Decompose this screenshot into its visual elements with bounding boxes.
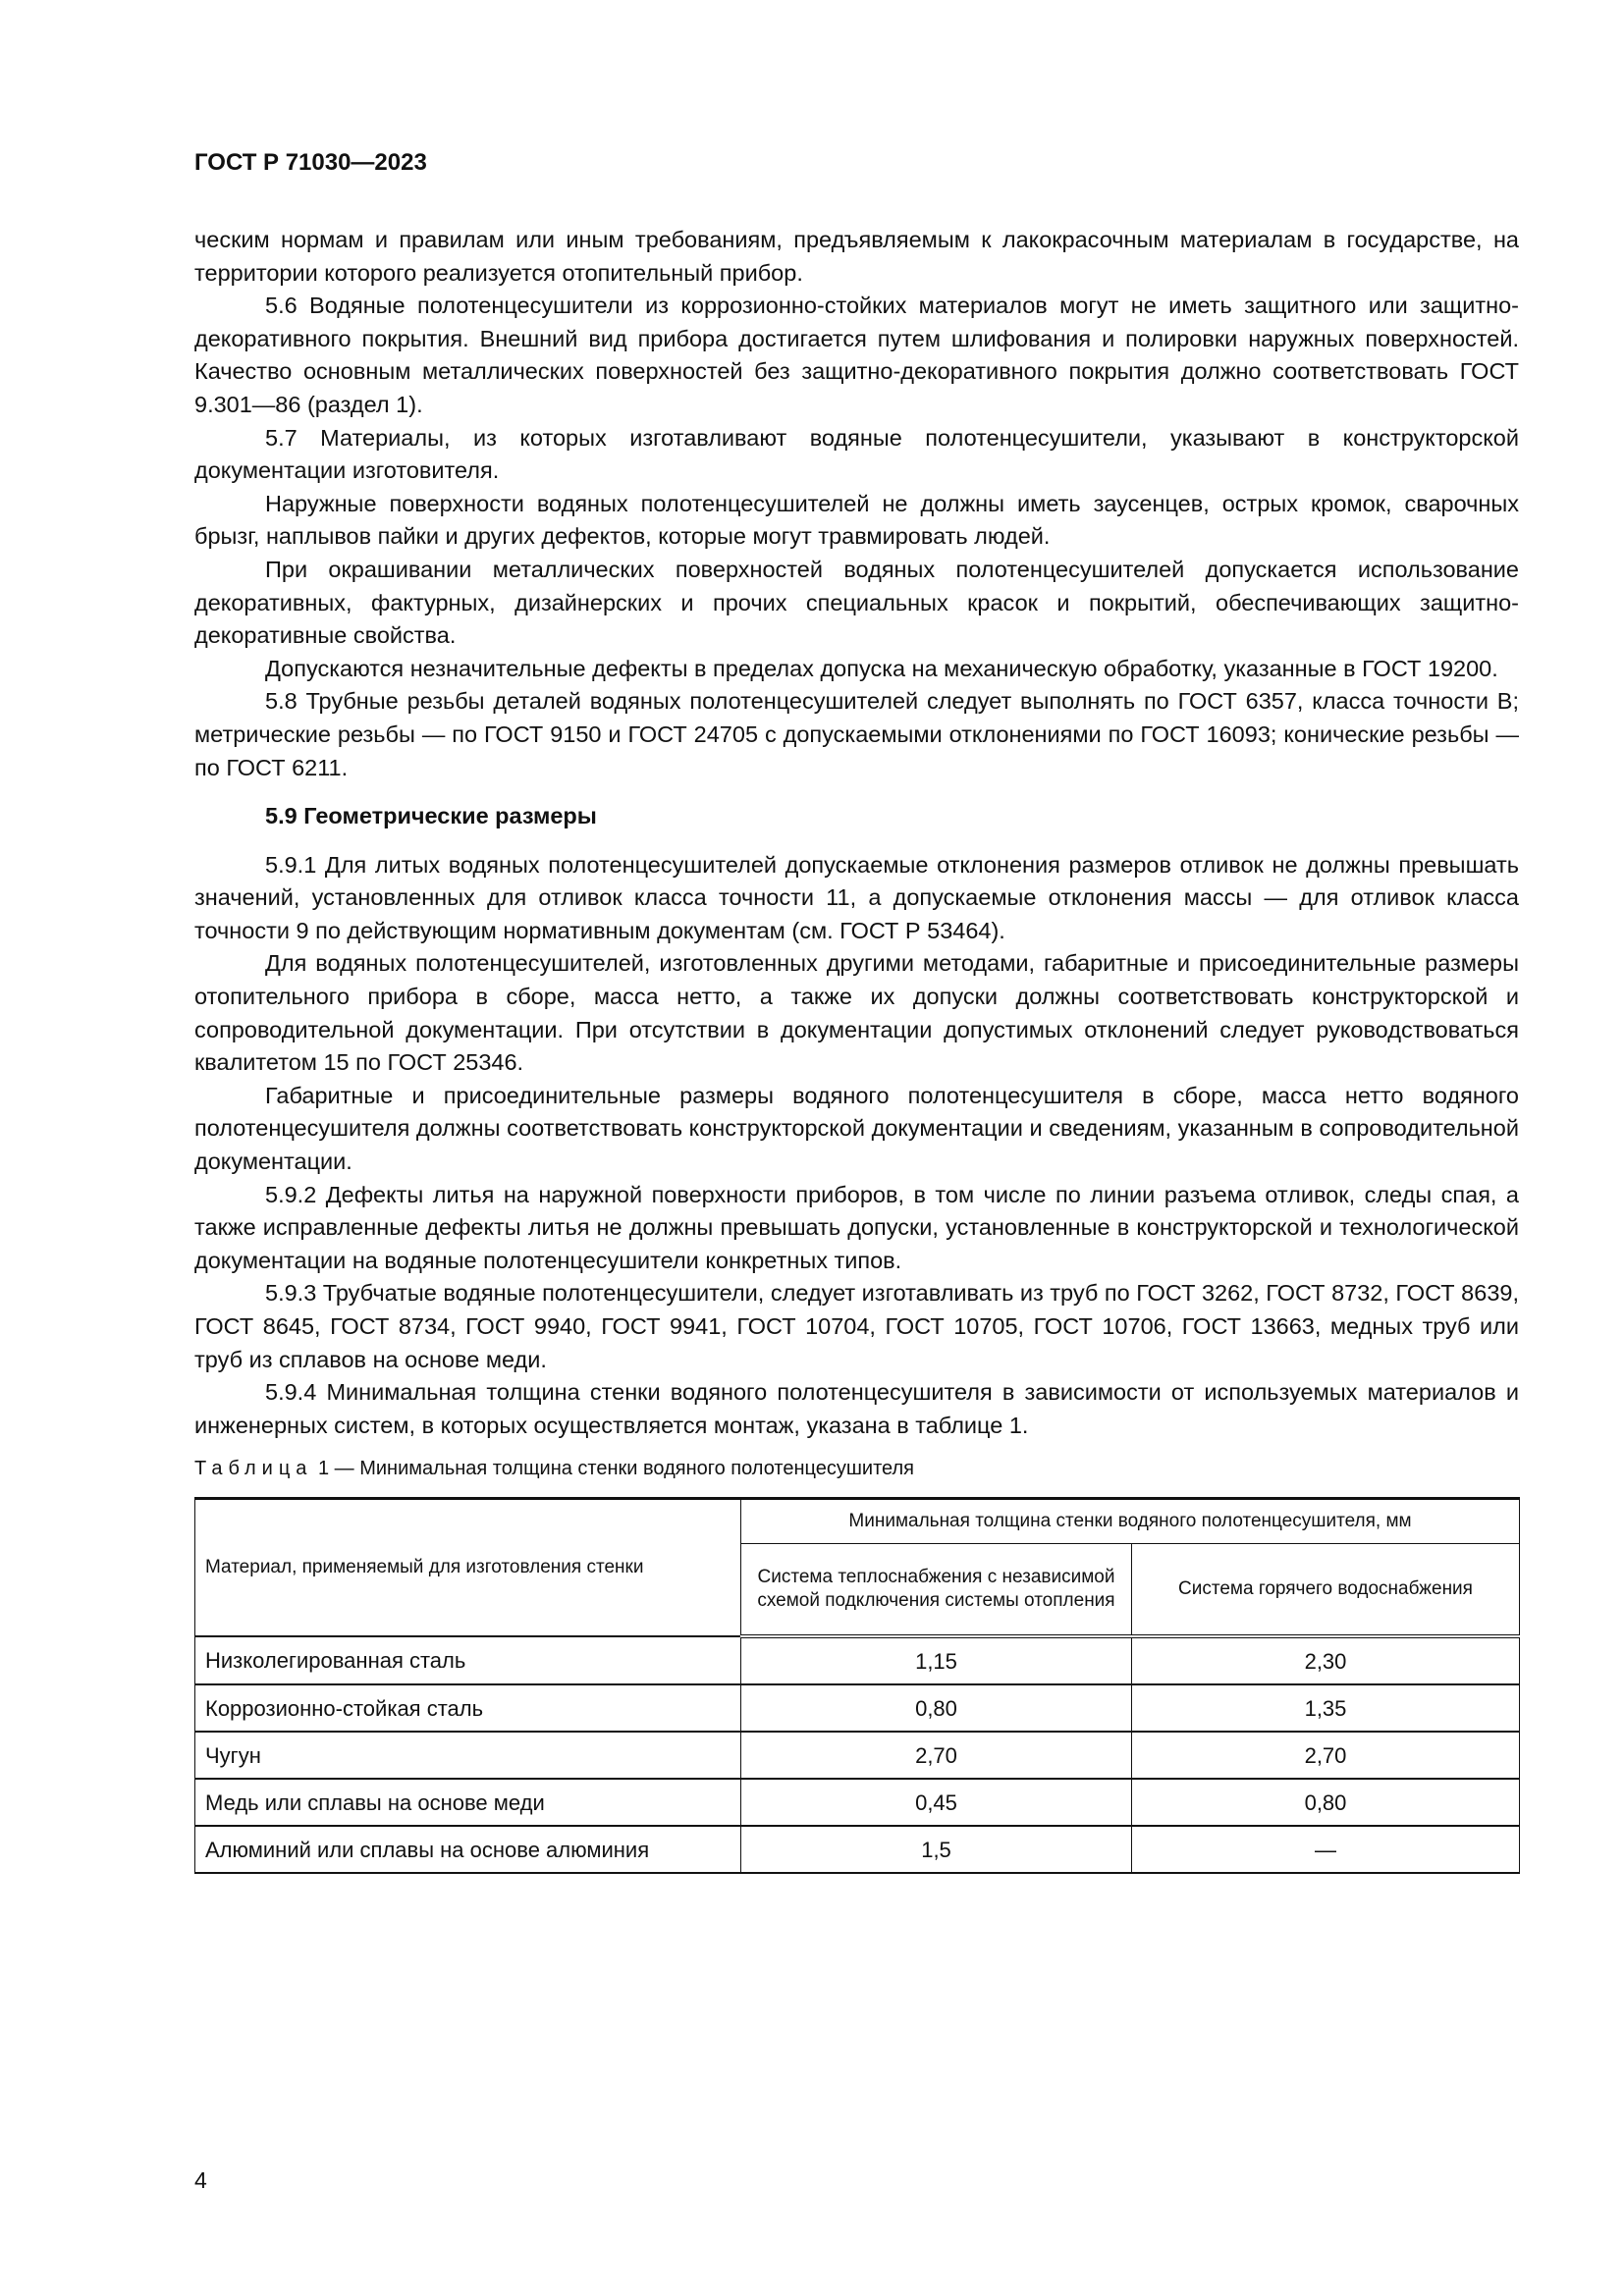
header-heating: Система теплоснабжения с независимой схемой подключения системы отопления [741, 1544, 1132, 1637]
paragraph: 5.6 Водяные полотенцесушители из коррозионно-стойких материалов могут не иметь защитного или защитно-декоративного покрытия. Внешний вид прибора достигается путем шлифования и полировки наружных поверхностей. Качество основным металлических поверхностей без защитно-декоративного покрытия должно соответствовать ГОСТ 9.301—86 (раздел 1). [194, 293, 1519, 417]
paragraph: При окрашивании металлических поверхностей водяных полотенцесушителей допускается использование декоративных, фактурных, дизайнерских и прочих специальных красок и покрытий, обеспечивающих защитно-декоративные свойства. [194, 556, 1519, 649]
paragraph: 5.8 Трубные резьбы деталей водяных полотенцесушителей следует выполнять по ГОСТ 6357, класса точности В; метрические резьбы — по ГОСТ 9150 и ГОСТ 24705 с допускаемыми отклонениями по ГОСТ 16093; конические резьбы — по ГОСТ 6211. [194, 688, 1519, 780]
cell-hotwater: 2,70 [1132, 1732, 1520, 1779]
cell-hotwater: 1,35 [1132, 1684, 1520, 1732]
paragraph: Наружные поверхности водяных полотенцесушителей не должны иметь заусенцев, острых кромок, сварочных брызг, наплывов пайки и других дефектов, которые могут травмировать людей. [194, 490, 1519, 550]
cell-heating: 1,15 [741, 1636, 1132, 1684]
cell-hotwater: 0,80 [1132, 1779, 1520, 1826]
table-row [195, 1732, 1520, 1779]
header-hotwater: Система горячего водоснабжения [1132, 1544, 1520, 1637]
section-heading: 5.9 Геометрические размеры [265, 803, 597, 829]
cell-material: Низколегированная сталь [195, 1636, 741, 1684]
document-header: ГОСТ Р 71030—2023 [194, 149, 427, 176]
cell-heating: 2,70 [741, 1732, 1132, 1779]
table-caption-text: 1 — Минимальная толщина стенки водяного полотенцесушителя [317, 1458, 914, 1480]
table-row [195, 1636, 1520, 1684]
header-group: Минимальная толщина стенки водяного полотенцесушителя, мм [741, 1499, 1520, 1544]
table-row [195, 1826, 1520, 1873]
table-row [195, 1684, 1520, 1732]
cell-heating: 0,45 [741, 1779, 1132, 1826]
table-row [195, 1779, 1520, 1826]
header-material: Материал, применяемый для изготовления стенки [195, 1499, 741, 1637]
table-caption-label: Таблица [194, 1458, 313, 1480]
cell-material: Коррозионно-стойкая сталь [195, 1684, 741, 1732]
cell-heating: 0,80 [741, 1684, 1132, 1732]
table-caption [194, 1454, 1519, 1483]
paragraph: Допускаются незначительные дефекты в пределах допуска на механическую обработку, указанные в ГОСТ 19200. [265, 655, 1498, 681]
cell-material: Алюминий или сплавы на основе алюминия [195, 1826, 741, 1873]
cell-hotwater: 2,30 [1132, 1636, 1520, 1684]
cell-hotwater: — [1132, 1826, 1520, 1873]
paragraph: ческим нормам и правилам или иным требованиям, предъявляемым к лакокрасочным материалам в государстве, на территории которого реализуется отопительный прибор. [194, 227, 1519, 286]
paragraph: Для водяных полотенцесушителей, изготовленных другими методами, габаритные и присоединительные размеры отопительного прибора в сборе, масса нетто, а также их допуски должны соответствовать конструкторской и сопроводительной документации. При отсутствии в документации допустимых отклонений следует руководствоваться квалитетом 15 по ГОСТ 25346. [194, 950, 1519, 1076]
paragraph: 5.9.2 Дефекты литья на наружной поверхности приборов, в том числе по линии разъема отливок, следы спая, а также исправленные дефекты литья не должны превышать допуски, установленные в конструкторской и технологической документации на водяные полотенцесушители конкретных типов. [194, 1181, 1519, 1273]
paragraph: 5.9.1 Для литых водяных полотенцесушителей допускаемые отклонения размеров отливок не должны превышать значений, установленных для отливок класса точности 11, а допускаемые отклонения массы — для отливок класса точности 9 по действующим нормативным документам (см. ГОСТ Р 53464). [194, 851, 1519, 943]
cell-material: Чугун [195, 1732, 741, 1779]
cell-heating: 1,5 [741, 1826, 1132, 1873]
paragraph: 5.9.4 Минимальная толщина стенки водяного полотенцесушителя в зависимости от используемых материалов и инженерных систем, в которых осуществляется монтаж, указана в таблице 1. [194, 1379, 1519, 1438]
page-number: 4 [194, 2167, 207, 2193]
document-body [194, 224, 1519, 1874]
paragraph: Габаритные и присоединительные размеры водяного полотенцесушителя в сборе, масса нетто водяного полотенцесушителя должны соответствовать конструкторской документации и сведениям, указанным в сопроводительной документации. [194, 1082, 1519, 1175]
cell-material: Медь или сплавы на основе меди [195, 1779, 741, 1826]
paragraph: 5.9.3 Трубчатые водяные полотенцесушители, следует изготавливать из труб по ГОСТ 3262, ГОСТ 8732, ГОСТ 8639, ГОСТ 8645, ГОСТ 8734, ГОСТ 9940, ГОСТ 9941, ГОСТ 10704, ГОСТ 10705, ГОСТ 10706, ГОСТ 13663, медных труб или труб из сплавов на основе меди. [194, 1280, 1519, 1372]
paragraph: 5.7 Материалы, из которых изготавливают водяные полотенцесушители, указывают в конструкторской документации изготовителя. [194, 424, 1519, 484]
thickness-table [194, 1497, 1520, 1874]
